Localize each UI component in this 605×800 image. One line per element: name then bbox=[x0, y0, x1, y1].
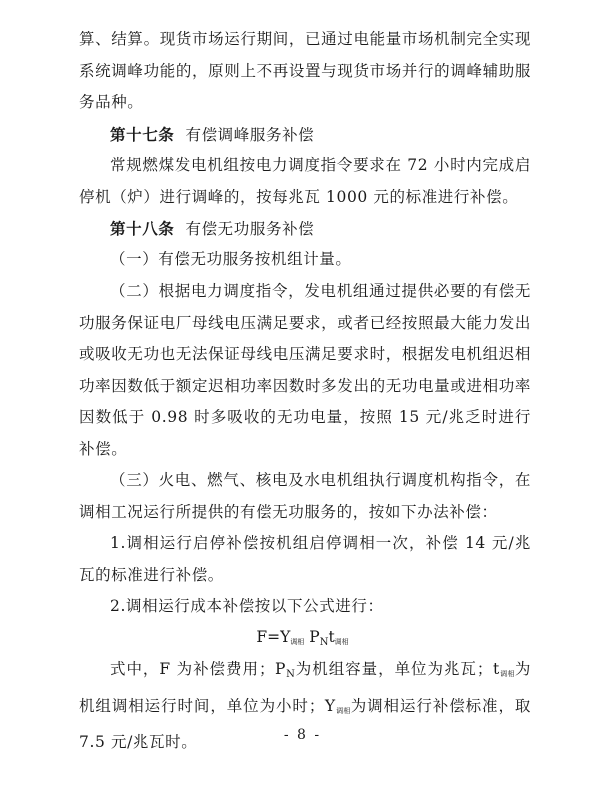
article-17-body: 常规燃煤发电机组按电力调度指令要求在 72 小时内完成启停机（炉）进行调峰的，按每兆瓦 1000 元的标准进行补偿。 bbox=[79, 156, 531, 206]
article-17-heading bbox=[79, 119, 531, 152]
formula-definitions: 式中，F 为补偿费用；PN为机组容量，单位为兆瓦；$t_{调相}$为机组调相运行时间，单位为小时；$Y_{调相}$为调相运行补偿标准，取 7.5 元/兆瓦时。 bbox=[79, 660, 532, 751]
article-18-number: 第十八条 bbox=[110, 219, 175, 238]
article-17-number: 第十七条 bbox=[110, 125, 175, 144]
page-number: - 8 - bbox=[283, 727, 322, 743]
article-18-item-1: （一）有偿无功服务按机组计量。 bbox=[110, 250, 352, 268]
article-18-item-3-2: 2.调相运行成本补偿按以下公式进行： bbox=[110, 597, 384, 615]
article-18-title: 有偿无功服务补偿 bbox=[185, 220, 315, 238]
article-18-heading bbox=[79, 213, 531, 246]
article-18-item-3-1: 1.调相运行启停补偿按机组启停调相一次，补偿 14 元/兆瓦的标准进行补偿。 bbox=[79, 534, 531, 584]
article-18-item-3: （三）火电、燃气、核电及水电机组执行调度机构指令，在调相工况运行所提供的有偿无功服务的，按如下办法补偿： bbox=[79, 471, 531, 521]
article-18-item-2: （二）根据电力调度指令，发电机组通过提供必要的有偿无功服务保证电厂母线电压满足要求，或者已经按照最大能力发出或吸收无功也无法保证母线电压满足要求时，根据发电机组迟相功率因数低于额定迟相功率因数时多发出的无功电量或进相功率因数低于 0.98 时多吸收的无功电量，按照 15 元/兆乏时进行补偿。 bbox=[79, 282, 531, 458]
paragraph-intro: 算、结算。现货市场运行期间，已通过电能量市场机制完全实现系统调峰功能的，原则上不再设置与现货市场并行的调峰辅助服务品种。 bbox=[79, 30, 531, 111]
article-17-title: 有偿调峰服务补偿 bbox=[185, 126, 315, 144]
compensation-formula: $F=Y_{调相}$ PNt$_{调相}$ bbox=[256, 628, 349, 648]
